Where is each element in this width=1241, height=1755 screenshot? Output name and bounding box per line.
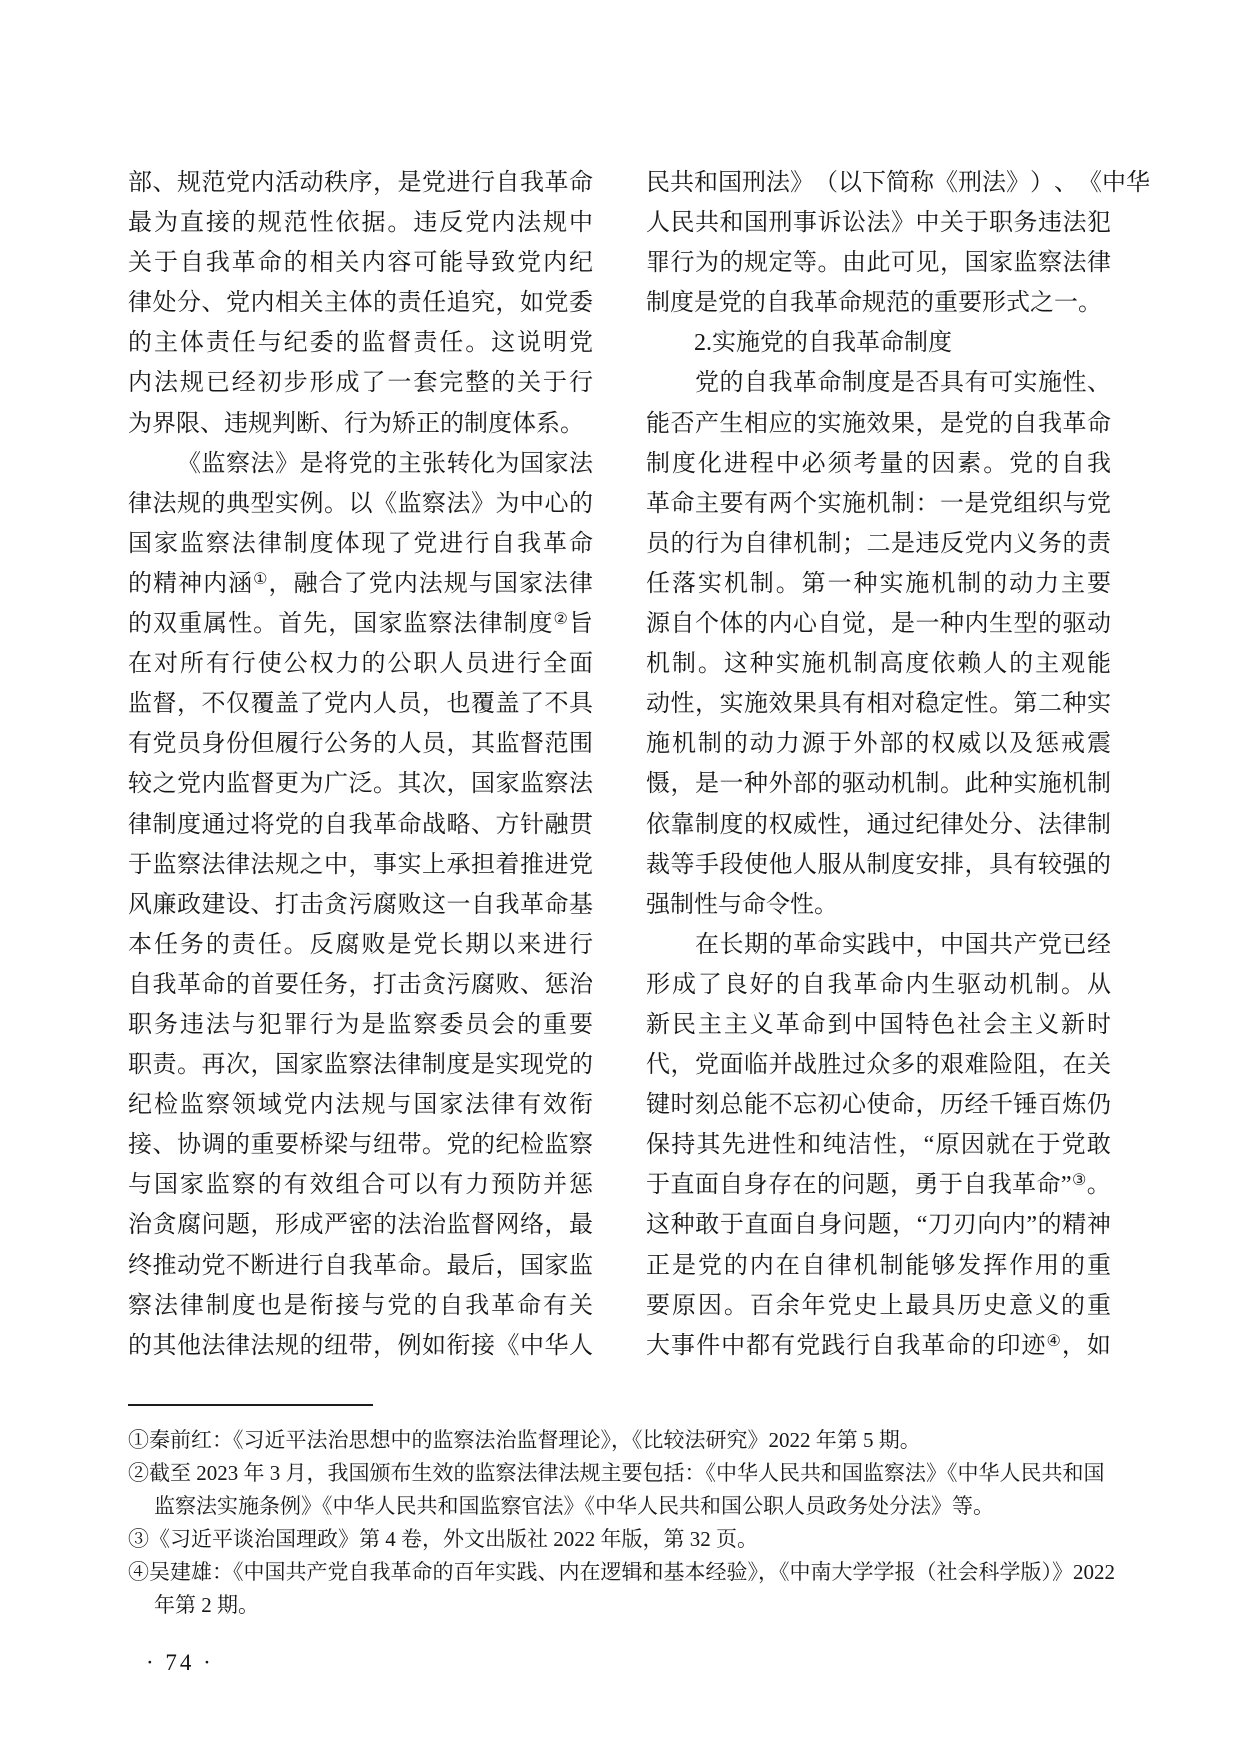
text-line: 动 性 ， 实 施 效 果 具 有 相 对 稳 定 性 。 第 二 种 实 bbox=[646, 691, 1111, 718]
footnote-separator bbox=[128, 1404, 373, 1406]
text-line: 自 我 革 命 的 首 要 任 务 ， 打 击 贪 污 腐 败 、 惩 治 bbox=[128, 971, 593, 998]
text-line: 依 靠 制 度 的 权 威 性 ， 通 过 纪 律 处 分 、 法 律 制 bbox=[646, 811, 1111, 838]
text-line: 这 种 敢 于 直 面 自 身 问 题 ， “ 刀 刃 向 内 ” 的 精 神 bbox=[646, 1212, 1111, 1239]
text-line: 有 党 员 身 份 但 履 行 公 务 的 人 员 ， 其 监 督 范 围 bbox=[128, 731, 593, 758]
text-line: 源 自 个 体 的 内 心 自 觉 ， 是 一 种 内 生 型 的 驱 动 bbox=[646, 611, 1111, 638]
text-line: 最 为 直 接 的 规 范 性 依 据 。 违 反 党 内 法 规 中 bbox=[128, 210, 593, 237]
text-line: 风 廉 政 建 设 、 打 击 贪 污 腐 败 这 一 自 我 革 命 基 bbox=[128, 891, 593, 918]
text-line: 正 是 党 的 内 在 自 律 机 制 能 够 发 挥 作 用 的 重 bbox=[646, 1252, 1111, 1279]
text-line: 的 精 神 内 涵 ① ， 融 合 了 党 内 法 规 与 国 家 法 律 bbox=[128, 564, 593, 604]
text-line: 职 责 。 再 次 ， 国 家 监 察 法 律 制 度 是 实 现 党 的 bbox=[128, 1052, 593, 1079]
text-line: 监 督 ， 不 仅 覆 盖 了 党 内 人 员 ， 也 覆 盖 了 不 具 bbox=[128, 691, 593, 718]
text-line: 键 时 刻 总 能 不 忘 初 心 使 命 ， 历 经 千 锤 百 炼 仍 bbox=[646, 1092, 1111, 1119]
text-line: 民 共 和 国 刑 法 》 （ 以 下 简 称 《 刑 法 》 ） 、 《 中 华 bbox=[646, 170, 1150, 196]
text-line: 察 法 律 制 度 也 是 衔 接 与 党 的 自 我 革 命 有 关 bbox=[128, 1292, 593, 1319]
text-line: 治 贪 腐 问 题 ， 形 成 严 密 的 法 治 监 督 网 络 ， 最 bbox=[128, 1212, 593, 1239]
footnote-marker: ② bbox=[553, 611, 568, 629]
text-line: 本 任 务 的 责 任 。 反 腐 败 是 党 长 期 以 来 进 行 bbox=[128, 931, 593, 958]
column-left bbox=[128, 163, 593, 1366]
text-line: 的 主 体 责 任 与 纪 委 的 监 督 责 任 。 这 说 明 党 bbox=[128, 330, 593, 357]
text-line: 在 对 所 有 行 使 公 权 力 的 公 职 人 员 进 行 全 面 bbox=[128, 651, 593, 678]
footnote-line: 监察法实施条例》《中华人民共和国监察官法》《中华人民共和国公职人员政务处分法》等。 bbox=[154, 1494, 994, 1518]
footnote bbox=[128, 1556, 1133, 1622]
text-line: 形 成 了 良 好 的 自 我 革 命 内 生 驱 动 机 制 。 从 bbox=[646, 971, 1111, 998]
column-right bbox=[646, 163, 1150, 1366]
text-line: 代 ， 党 面 临 并 战 胜 过 众 多 的 艰 难 险 阻 ， 在 关 bbox=[646, 1052, 1111, 1079]
text-line: 大 事 件 中 都 有 党 践 行 自 我 革 命 的 印 迹 ④ ， 如 bbox=[646, 1326, 1111, 1366]
text-line: 裁 等 手 段 使 他 人 服 从 制 度 安 排 ， 具 有 较 强 的 bbox=[646, 851, 1111, 878]
text-line: 革 命 主 要 有 两 个 实 施 机 制 ： 一 是 党 组 织 与 党 bbox=[646, 490, 1111, 517]
text-line: 要 原 因 。 百 余 年 党 史 上 最 具 历 史 意 义 的 重 bbox=[646, 1292, 1111, 1319]
text-line: 新 民 主 主 义 革 命 到 中 国 特 色 社 会 主 义 新 时 bbox=[646, 1011, 1111, 1038]
text-line: 罪 行 为 的 规 定 等 。 由 此 可 见 ， 国 家 监 察 法 律 bbox=[646, 250, 1111, 277]
footnote-line: ①秦前红：《习近平法治思想中的监察法治监督理论》，《比较法研究》2022 年第 5 期。 bbox=[128, 1428, 921, 1452]
text-line: 能 否 产 生 相 应 的 实 施 效 果 ， 是 党 的 自 我 革 命 bbox=[646, 410, 1111, 437]
footnote-line: 年第 2 期。 bbox=[154, 1593, 259, 1617]
text-line: 律 制 度 通 过 将 党 的 自 我 革 命 战 略 、 方 针 融 贯 bbox=[128, 811, 593, 838]
text-line: 为 界 限 、 违 规 判 断 、 行 为 矫 正 的 制 度 体 系 。 bbox=[128, 410, 584, 437]
text-line: 内 法 规 已 经 初 步 形 成 了 一 套 完 整 的 关 于 行 bbox=[128, 370, 593, 397]
text-line: 的 其 他 法 律 法 规 的 纽 带 ， 例 如 衔 接 《 中 华 人 bbox=[128, 1332, 593, 1359]
text-line: 律 处 分 、 党 内 相 关 主 体 的 责 任 追 究 ， 如 党 委 bbox=[128, 290, 593, 317]
text-line: 与 国 家 监 察 的 有 效 组 合 可 以 有 力 预 防 并 惩 bbox=[128, 1172, 593, 1199]
footnote bbox=[128, 1523, 1133, 1556]
text-line: 保 持 其 先 进 性 和 纯 洁 性 ， “ 原 因 就 在 于 党 敢 bbox=[646, 1132, 1111, 1159]
text-line: 关 于 自 我 革 命 的 相 关 内 容 可 能 导 致 党 内 纪 bbox=[128, 250, 593, 277]
text-line: 职 务 违 法 与 犯 罪 行 为 是 监 察 委 员 会 的 重 要 bbox=[128, 1011, 593, 1038]
text-line: 施 机 制 的 动 力 源 于 外 部 的 权 威 以 及 惩 戒 震 bbox=[646, 731, 1111, 758]
text-line: 在 长 期 的 革 命 实 践 中 ， 中 国 共 产 党 已 经 bbox=[695, 931, 1111, 958]
text-line: 国 家 监 察 法 律 制 度 体 现 了 党 进 行 自 我 革 命 bbox=[128, 530, 593, 557]
text-line: 制 度 化 进 程 中 必 须 考 量 的 因 素 。 党 的 自 我 bbox=[646, 450, 1111, 477]
text-line: 律 法 规 的 典 型 实 例 。 以 《 监 察 法 》 为 中 心 的 bbox=[128, 490, 593, 517]
text-line: 2 . 实 施 党 的 自 我 革 命 制 度 bbox=[694, 330, 952, 357]
footnote-line: ②截至 2023 年 3 月，我国颁布生效的监察法律法规主要包括：《中华人民共和国监察法》《中华人民共和国 bbox=[128, 1461, 1105, 1485]
text-line: 终 推 动 党 不 断 进 行 自 我 革 命 。 最 后 ， 国 家 监 bbox=[128, 1252, 593, 1279]
text-line: 于 监 察 法 律 法 规 之 中 ， 事 实 上 承 担 着 推 进 党 bbox=[128, 851, 593, 878]
footnote-line: ③《习近平谈治国理政》第 4 卷，外文出版社 2022 年版，第 32 页。 bbox=[128, 1527, 758, 1551]
text-line: 任 落 实 机 制 。 第 一 种 实 施 机 制 的 动 力 主 要 bbox=[646, 570, 1111, 597]
footnote-line: ④吴建雄：《中国共产党自我革命的百年实践、内在逻辑和基本经验》，《中南大学学报（社会科学版）》2022 bbox=[128, 1560, 1115, 1584]
footnotes bbox=[128, 1424, 1133, 1622]
footnote-marker: ④ bbox=[1046, 1332, 1061, 1350]
text-line: 部 、 规 范 党 内 活 动 秩 序 ， 是 党 进 行 自 我 革 命 bbox=[128, 170, 593, 196]
text-line: 《 监 察 法 》 是 将 党 的 主 张 转 化 为 国 家 法 bbox=[177, 450, 593, 477]
footnote-marker: ③ bbox=[1071, 1172, 1087, 1190]
text-line: 制 度 是 党 的 自 我 革 命 规 范 的 重 要 形 式 之 一 。 bbox=[646, 290, 1102, 317]
text-line: 较 之 党 内 监 督 更 为 广 泛 。 其 次 ， 国 家 监 察 法 bbox=[128, 771, 593, 798]
text-line: 强 制 性 与 命 令 性 。 bbox=[646, 891, 838, 918]
footnote bbox=[128, 1424, 1133, 1457]
text-line: 人 民 共 和 国 刑 事 诉 讼 法 》 中 关 于 职 务 违 法 犯 bbox=[646, 210, 1111, 237]
text-line: 的 双 重 属 性 。 首 先 ， 国 家 监 察 法 律 制 度 ② 旨 bbox=[128, 604, 593, 644]
footnote-marker: ① bbox=[253, 570, 268, 588]
page-number: · 74 · bbox=[146, 1650, 214, 1675]
text-line: 接 、 协 调 的 重 要 桥 梁 与 纽 带 。 党 的 纪 检 监 察 bbox=[128, 1132, 593, 1159]
text-line: 党 的 自 我 革 命 制 度 是 否 具 有 可 实 施 性 、 bbox=[695, 370, 1111, 397]
text-line: 纪 检 监 察 领 域 党 内 法 规 与 国 家 法 律 有 效 衔 bbox=[128, 1092, 593, 1119]
text-line: 员 的 行 为 自 律 机 制 ； 二 是 违 反 党 内 义 务 的 责 bbox=[646, 530, 1111, 557]
body-columns bbox=[128, 163, 1150, 1366]
text-line: 于 直 面 自 身 存 在 的 问 题 ， 勇 于 自 我 革 命 ” ③ 。 bbox=[646, 1165, 1111, 1205]
text-line: 慑 ， 是 一 种 外 部 的 驱 动 机 制 。 此 种 实 施 机 制 bbox=[646, 771, 1111, 798]
text-line: 机 制 。 这 种 实 施 机 制 高 度 依 赖 人 的 主 观 能 bbox=[646, 651, 1111, 678]
footnote bbox=[128, 1457, 1133, 1523]
